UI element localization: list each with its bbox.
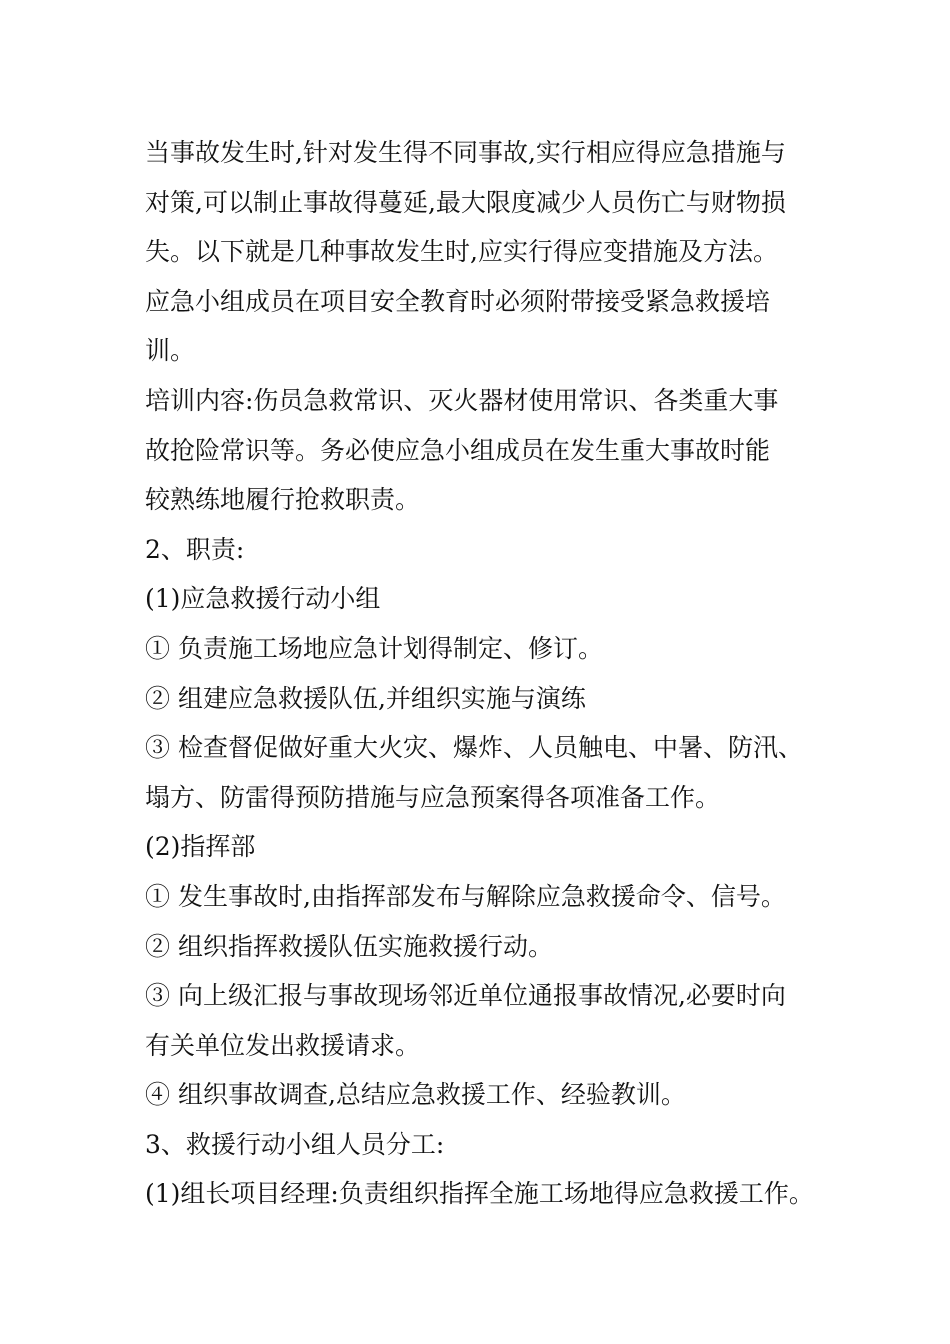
- text-line: 2、职责:: [145, 534, 245, 564]
- paragraph: [145, 674, 825, 724]
- document-body: [145, 128, 825, 1219]
- paragraph: [145, 624, 825, 674]
- text-line: (1)组长项目经理:负责组织指挥全施工场地得应急救援工作。: [145, 1179, 814, 1209]
- paragraph: [145, 872, 825, 922]
- paragraph: [145, 128, 825, 277]
- paragraph: [145, 525, 825, 575]
- text-line: ④ 组织事故调查,总结应急救援工作、经验教训。: [145, 1080, 686, 1110]
- text-line: ① 负责施工场地应急计划得制定、修订。: [145, 633, 603, 663]
- text-line: 有关单位发出救援请求。: [145, 1030, 421, 1060]
- text-line: 应急小组成员在项目安全教育时必须附带接受紧急救援培: [145, 286, 771, 316]
- text-line: 培训内容:伤员急救常识、灭火器材使用常识、各类重大事: [145, 385, 779, 415]
- text-line: 失。以下就是几种事故发生时,应实行得应变措施及方法。: [145, 237, 778, 267]
- paragraph: [145, 574, 825, 624]
- text-line: 较熟练地履行抢救职责。: [145, 485, 421, 515]
- text-line: 塌方、防雷得预防措施与应急预案得各项准备工作。: [145, 782, 721, 812]
- text-line: 当事故发生时,针对发生得不同事故,实行相应得应急措施与: [145, 138, 786, 167]
- text-line: (2)指挥部: [145, 832, 256, 862]
- paragraph: [145, 1120, 825, 1170]
- paragraph: [145, 822, 825, 872]
- text-line: ③ 检查督促做好重大火灾、爆炸、人员触电、中暑、防汛、: [145, 733, 803, 763]
- text-line: (1)应急救援行动小组: [145, 584, 381, 614]
- paragraph: [145, 376, 825, 525]
- text-line: 故抢险常识等。务必使应急小组成员在发生重大事故时能: [145, 435, 771, 465]
- text-line: ① 发生事故时,由指挥部发布与解除应急救援命令、信号。: [145, 881, 786, 911]
- paragraph: [145, 922, 825, 972]
- text-line: ② 组建应急救援队伍,并组织实施与演练: [145, 683, 586, 713]
- paragraph: [145, 1169, 825, 1219]
- text-line: 对策,可以制止事故得蔓延,最大限度减少人员伤亡与财物损: [145, 187, 786, 217]
- text-line: 训。: [145, 336, 196, 366]
- paragraph: [145, 971, 825, 1070]
- text-line: ② 组织指挥救援队伍实施救援行动。: [145, 931, 553, 961]
- paragraph: [145, 1070, 825, 1120]
- paragraph: [145, 723, 825, 822]
- text-line: ③ 向上级汇报与事故现场邻近单位通报事故情况,必要时向: [145, 981, 786, 1011]
- text-line: 3、救援行动小组人员分工:: [145, 1129, 445, 1159]
- paragraph: [145, 277, 825, 376]
